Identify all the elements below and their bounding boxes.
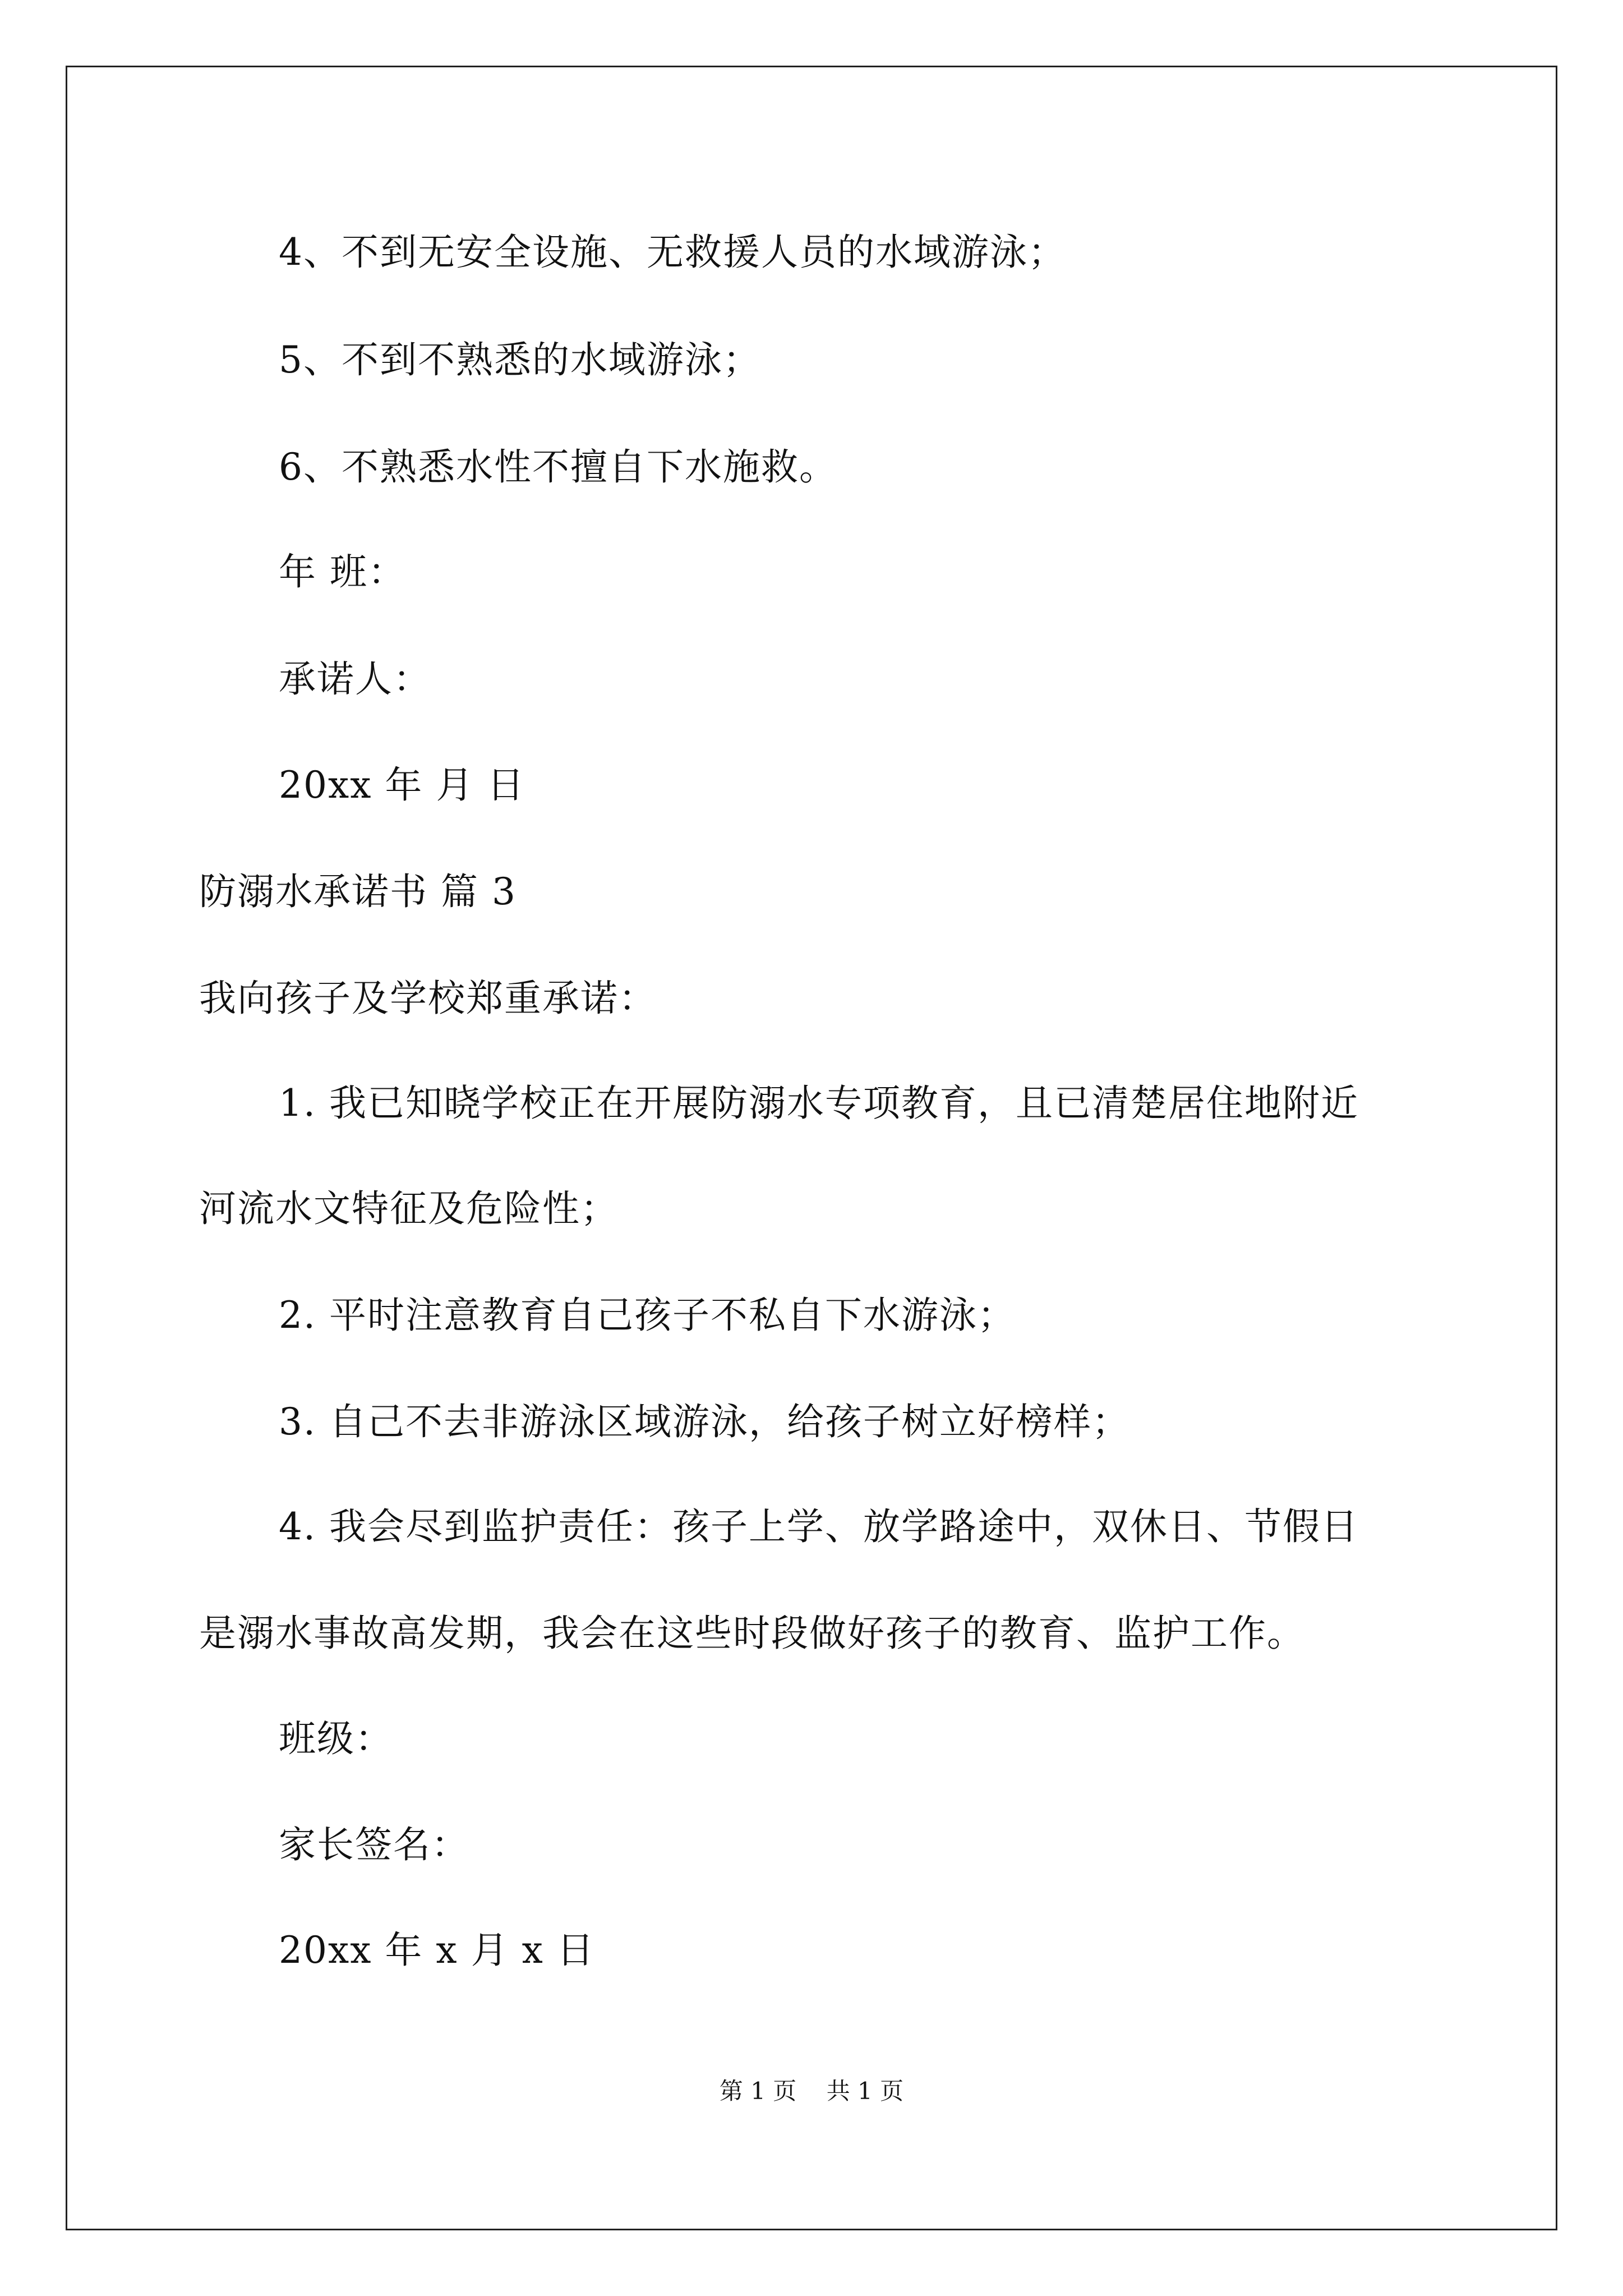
signature-date-field: 20xx 年 x 月 x 日 xyxy=(279,1929,595,1972)
promise-item-3: 3. 自己不去非游泳区域游泳，给孩子树立好榜样； xyxy=(279,1400,1130,1443)
rule-item-4: 4、不到无安全设施、无救援人员的水域游泳； xyxy=(279,231,1066,274)
section-title: 防溺水承诺书 篇 3 xyxy=(199,870,517,913)
promise-item-2: 2. 平时注意教育自己孩子不私自下水游泳； xyxy=(279,1294,1016,1337)
promiser-field: 承诺人： xyxy=(279,657,431,701)
promise-item-4: 4. 我会尽到监护责任：孩子上学、放学路途中，双休日、节假日 xyxy=(279,1505,1359,1548)
class-field: 班级： xyxy=(279,1717,393,1760)
grade-class-field: 年 班： xyxy=(279,550,406,593)
date-field: 20xx 年 月 日 xyxy=(279,763,525,807)
page-frame xyxy=(66,66,1557,2230)
promise-item-1-continued: 河流水文特征及危险性； xyxy=(199,1187,619,1230)
promise-item-1: 1. 我已知晓学校正在开展防溺水专项教育，且已清楚居住地附近 xyxy=(279,1082,1359,1125)
page-footer: 第 1 页 共 1 页 xyxy=(719,2077,904,2105)
promise-intro: 我向孩子及学校郑重承诺： xyxy=(199,977,657,1020)
rule-item-6: 6、不熟悉水性不擅自下水施救。 xyxy=(279,445,837,489)
rule-item-5: 5、不到不熟悉的水域游泳； xyxy=(279,338,761,381)
promise-item-4-continued: 是溺水事故高发期，我会在这些时段做好孩子的教育、监护工作。 xyxy=(199,1612,1305,1655)
parent-signature-field: 家长签名： xyxy=(279,1823,469,1866)
